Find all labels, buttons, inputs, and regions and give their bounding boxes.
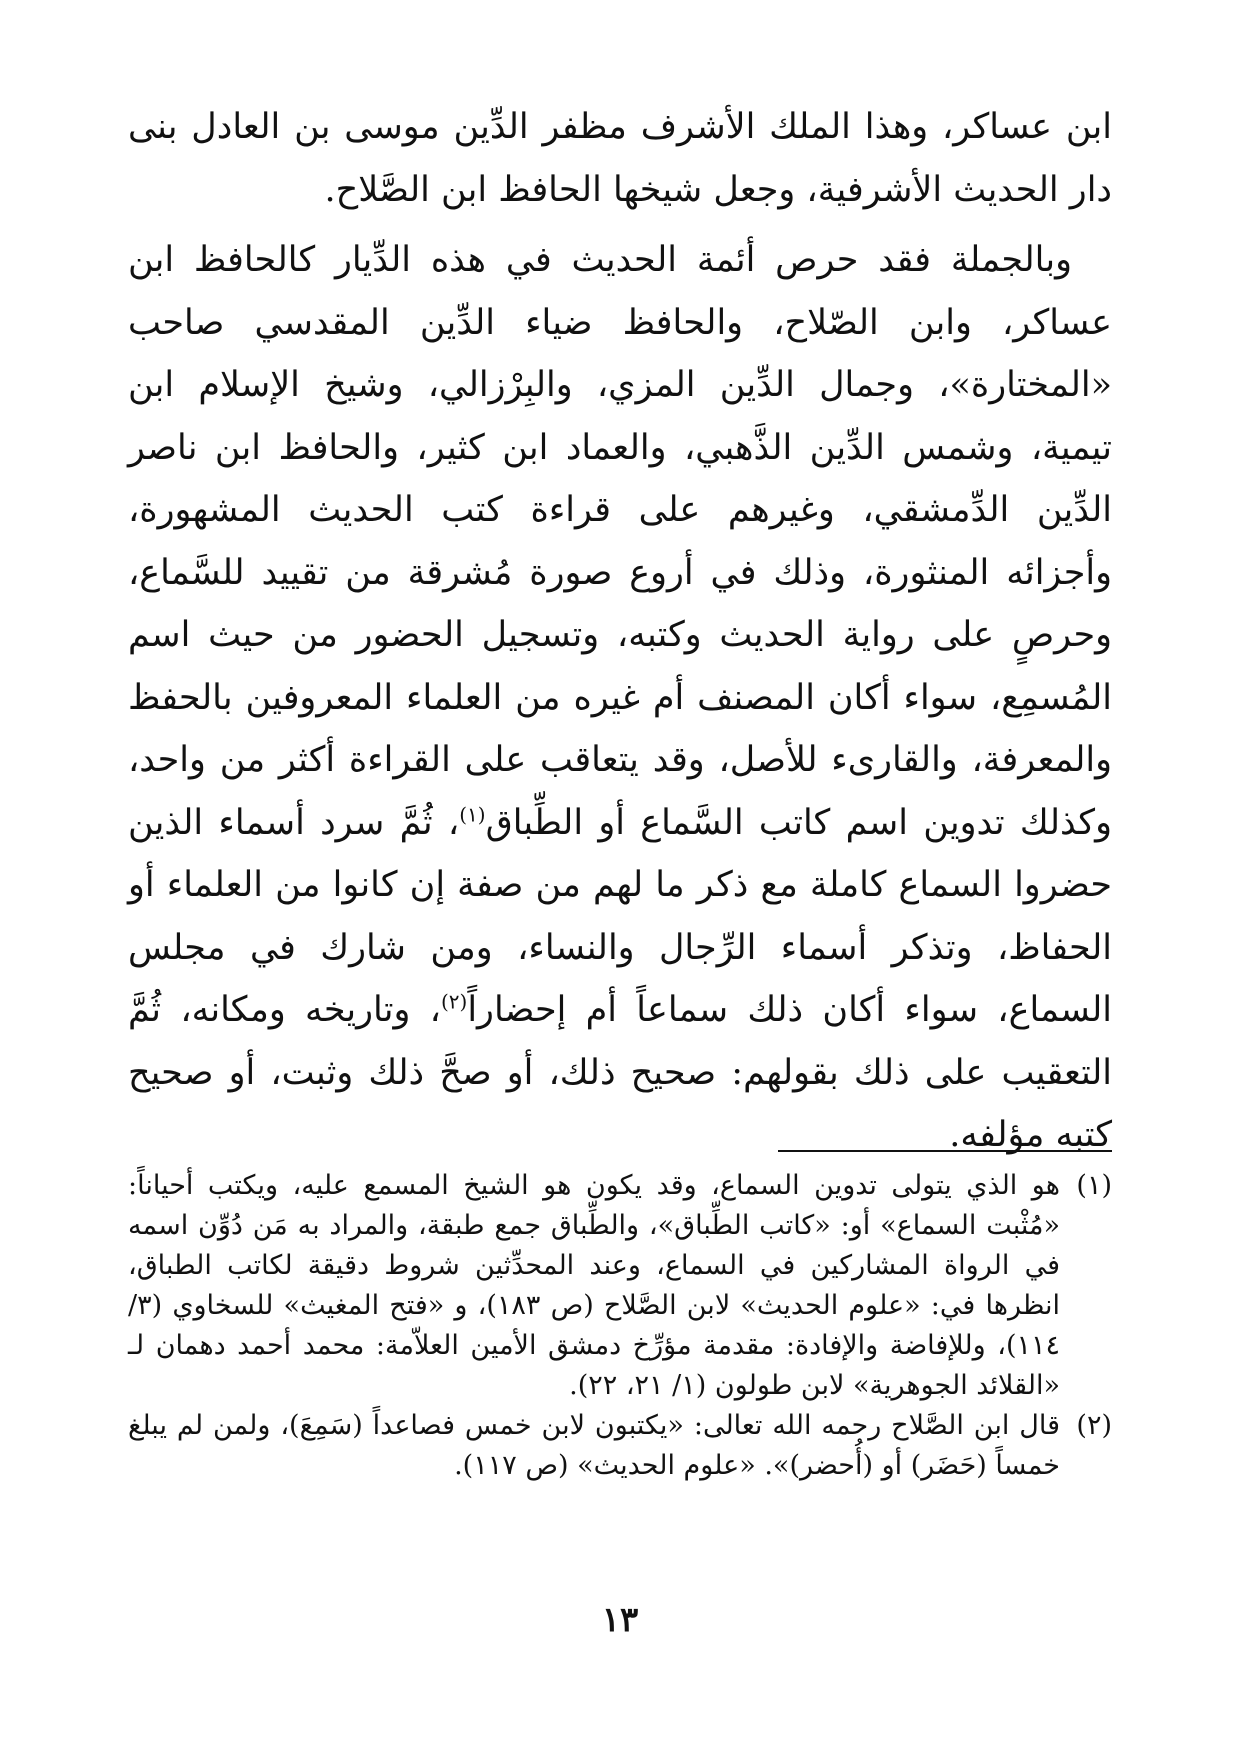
paragraph-2-part-a: وبالجملة فقد حرص أئمة الحديث في هذه الدِّيار كالحافظ ابن عساكر، وابن الصّلاح، والحافظ ضياء الدِّين المقدسي صاحب «المختارة»، وجمال الدِّين المزي، والبِرْزالي، وشيخ الإسلام ابن تيمية، وشمس الدِّين الذَّهبي، والعماد ابن كثير، والحافظ ابن ناصر الدِّين الدِّمشقي، وغيرهم على قراءة كتب الحديث المشهورة، وأجزائه المنثورة، وذلك في أروع صورة مُشرقة من تقييد للسَّماع، وحرصٍ على رواية الحديث وكتبه، وتسجيل الحضور من حيث اسم المُسمِع، سواء أكان المصنف أم غيره من العلماء المعروفين بالحفظ والمعرفة، والقارىء للأصل، وقد يتعاقب على القراءة أكثر من واحد، وكذلك تدوين اسم كاتب السَّماع أو الطِّباق <box>128 240 1112 843</box>
paragraph-2-part-b: ، ثُمَّ سرد أسماء الذين حضروا السماع كاملة مع ذكر ما لهم من صفة إن كانوا من العلماء أو الحفاظ، وتذكر أسماء الرِّجال والنساء، ومن شارك في مجلس السماع، سواء أكان ذلك سماعاً أم إحضاراً <box>128 802 1112 1030</box>
footnote-2 <box>128 1406 1112 1486</box>
footnote-1-number: (١) <box>1076 1170 1112 1201</box>
footnotes <box>128 1166 1112 1486</box>
paragraph-2-part-c: ، وتاريخه ومكانه، ثُمَّ التعقيب على ذلك بقولهم: صحيح ذلك، أو صحَّ ذلك وثبت، أو صحيح كتبه مؤلفه. <box>128 990 1112 1155</box>
page-number: ١٣ <box>601 1600 639 1640</box>
paragraph-1: ابن عساكر، وهذا الملك الأشرف مظفر الدِّين موسى بن العادل بنى دار الحديث الأشرفية، وجعل شيخها الحافظ ابن الصَّلاح. <box>128 107 1112 210</box>
paragraph-2 <box>128 229 1112 1167</box>
footnote-1-text: هو الذي يتولى تدوين السماع، وقد يكون هو الشيخ المسمع عليه، ويكتب أحياناً: «مُثْبت السماع» أو: «كاتب الطِّباق»، والطِّباق جمع طبقة، والمراد به مَن دُوِّن اسمه في الرواة المشاركين في السماع، وعند المحدِّثين شروط دقيقة لكاتب الطباق، انظرها في: «علوم الحديث» لابن الصَّلاح (ص ١٨٣)، و «فتح المغيث» للسخاوي (٣/ ١١٤)، وللإفاضة والإفادة: مقدمة مؤرِّخ دمشق الأمين العلاّمة: محمد أحمد دهمان لـ «القلائد الجوهرية» لابن طولون (١/ ٢١، ٢٢). <box>128 1170 1061 1401</box>
footnote-ref-2[interactable]: (٢) <box>440 989 468 1014</box>
footnote-2-text: قال ابن الصَّلاح رحمه الله تعالى: «يكتبون لابن خمس فصاعداً (سَمِعَ)، ولمن لم يبلغ خمساً (حَضَر) أو (أُحضر)». «علوم الحديث» (ص ١١٧). <box>128 1410 1060 1481</box>
footnote-ref-1[interactable]: (١) <box>459 801 486 826</box>
footnote-separator <box>778 1150 1112 1152</box>
footnote-2-number: (٢) <box>1076 1410 1112 1441</box>
main-text <box>128 96 1112 1167</box>
footnote-1 <box>128 1166 1112 1406</box>
